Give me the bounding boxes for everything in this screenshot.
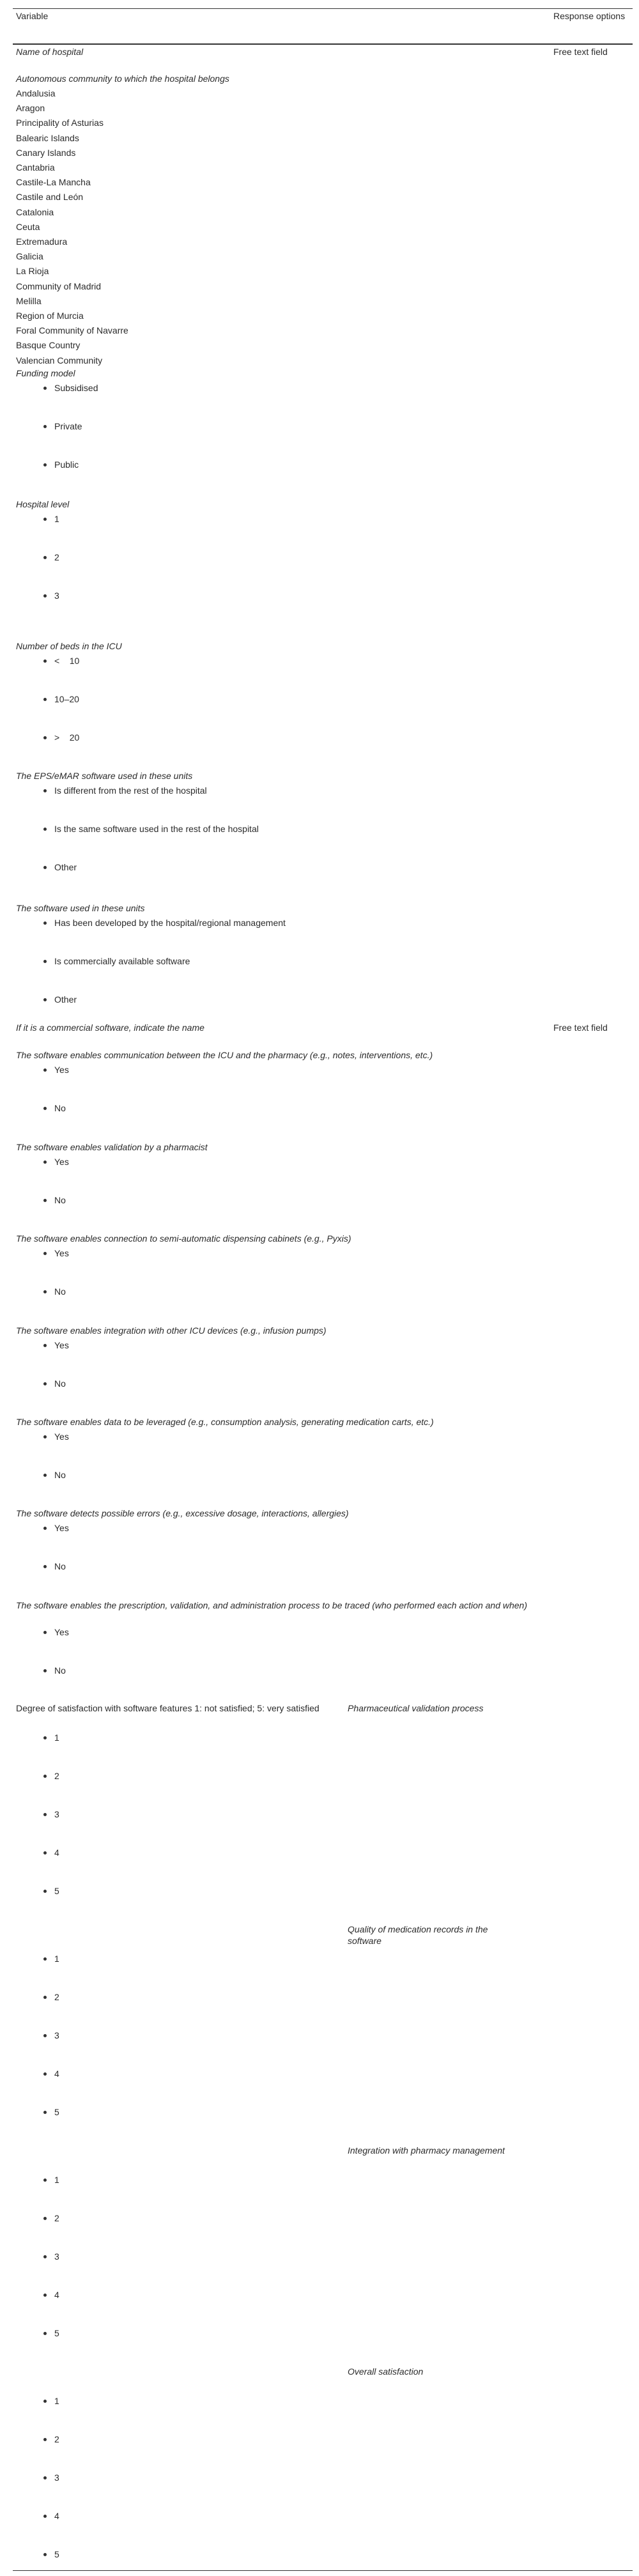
bullet-icon [43, 1161, 47, 1164]
bullet-icon [43, 387, 47, 390]
option-item: Is commercially available software [54, 956, 190, 966]
bullet-icon [43, 1996, 47, 1999]
bullet-icon [43, 2332, 47, 2335]
option-item: Is different from the rest of the hospital [54, 785, 207, 796]
variable-yes-no-question: The software enables connection to semi-automatic dispensing cabinets (e.g., Pyxis) [16, 1233, 351, 1244]
bullet-icon [43, 828, 47, 831]
bullet-icon [43, 1851, 47, 1855]
bullet-icon [43, 2476, 47, 2480]
community-option: Extremadura [16, 236, 68, 247]
bullet-icon [43, 1474, 47, 1477]
community-option: Catalonia [16, 206, 54, 217]
community-option: Foral Community of Navarre [16, 325, 128, 336]
bullet-icon [43, 1957, 47, 1961]
variable-yes-no-question: The software enables data to be leveraged (e.g., consumption analysis, generating medication carts, etc.) [16, 1417, 434, 1427]
header-rule [13, 43, 633, 45]
rating-option: 5 [54, 2107, 59, 2117]
variable-satisfaction: Degree of satisfaction with software features 1: not satisfied; 5: very satisfied [16, 1703, 320, 1713]
option-item: No [54, 1665, 66, 1676]
variable-yes-no-question: The software enables the prescription, validation, and administration process to be traced (who performed each action and when) [16, 1600, 528, 1610]
rating-option: 3 [54, 2251, 59, 2262]
rating-option: 3 [54, 1809, 59, 1819]
option-item: Has been developed by the hospital/regional management [54, 918, 286, 928]
bullet-icon [43, 1290, 47, 1293]
option-item: > 20 [54, 732, 80, 743]
rating-option: 2 [54, 1771, 59, 1781]
community-option: Basque Country [16, 340, 81, 351]
bullet-icon [43, 922, 47, 925]
option-item: Yes [54, 1157, 69, 1167]
rating-option: 3 [54, 2472, 59, 2483]
option-item: No [54, 1195, 66, 1205]
variable-question: The EPS/eMAR software used in these units [16, 771, 193, 781]
option-item: Public [54, 459, 79, 470]
bullet-icon [43, 1565, 47, 1568]
community-option: Region of Murcia [16, 311, 84, 321]
community-option: Ceuta [16, 221, 40, 232]
bullet-icon [43, 2111, 47, 2114]
response-free-text: Free text field [553, 47, 608, 57]
bullet-icon [43, 698, 47, 701]
bullet-icon [43, 2294, 47, 2297]
community-option: Valencian Community [16, 355, 103, 366]
community-option: Castile-La Mancha [16, 177, 91, 188]
community-option: La Rioja [16, 266, 49, 277]
column-header-response-options: Response options [553, 11, 626, 21]
community-option: Principality of Asturias [16, 118, 104, 128]
bullet-icon [43, 425, 47, 428]
rating-option: 1 [54, 1954, 59, 1964]
rating-option: 2 [54, 2434, 59, 2444]
variable-autonomous-community: Autonomous community to which the hospital belongs [16, 73, 229, 84]
community-option: Castile and León [16, 192, 84, 203]
bullet-icon [43, 2034, 47, 2037]
option-item: Other [54, 862, 77, 872]
bullet-icon [43, 1669, 47, 1672]
bullet-icon [43, 518, 47, 521]
bullet-icon [43, 736, 47, 739]
bullet-icon [43, 866, 47, 869]
column-header-variable: Variable [16, 11, 49, 21]
bullet-icon [43, 2438, 47, 2441]
table-top-rule [13, 8, 633, 9]
bullet-icon [43, 659, 47, 663]
option-item: 2 [54, 552, 59, 562]
rating-option: 4 [54, 1847, 59, 1858]
bullet-icon [43, 1199, 47, 1202]
bullet-icon [43, 1344, 47, 1347]
variable-yes-no-question: The software enables communication between the ICU and the pharmacy (e.g., notes, interventions, etc.) [16, 1050, 433, 1060]
option-item: Yes [54, 1523, 69, 1533]
variable-question: Hospital level [16, 499, 70, 509]
bullet-icon [43, 1736, 47, 1739]
option-item: Yes [54, 1340, 69, 1350]
community-option: Community of Madrid [16, 281, 102, 291]
rating-option: 1 [54, 2396, 59, 2406]
bullet-icon [43, 1107, 47, 1110]
community-option: Canary Islands [16, 147, 76, 158]
community-option: Balearic Islands [16, 132, 79, 143]
bullet-icon [43, 1382, 47, 1385]
rating-option: 5 [54, 2549, 59, 2559]
rating-option: 4 [54, 2511, 59, 2521]
option-item: 10–20 [54, 694, 79, 704]
option-item: 3 [54, 590, 59, 601]
bullet-icon [43, 2179, 47, 2182]
community-option: Cantabria [16, 162, 55, 173]
option-item: Private [54, 421, 82, 431]
bullet-icon [43, 1435, 47, 1438]
option-item: No [54, 1103, 66, 1113]
satisfaction-feature: Integration with pharmacy management [348, 2145, 505, 2156]
option-item: Is the same software used in the rest of the hospital [54, 824, 259, 834]
bullet-icon [43, 1813, 47, 1816]
variable-question: Funding model [16, 368, 75, 378]
bullet-icon [43, 2217, 47, 2220]
bullet-icon [43, 463, 47, 467]
bullet-icon [43, 789, 47, 792]
bullet-icon [43, 2515, 47, 2518]
option-item: < 10 [54, 656, 80, 666]
bullet-icon [43, 2400, 47, 2403]
variable-commercial-name: If it is a commercial software, indicate the name [16, 1022, 204, 1033]
bullet-icon [43, 1252, 47, 1255]
rating-option: 1 [54, 2175, 59, 2185]
response-free-text: Free text field [553, 1022, 608, 1033]
rating-option: 2 [54, 1992, 59, 2002]
satisfaction-feature: Pharmaceutical validation process [348, 1703, 484, 1713]
variable-question: The software used in these units [16, 903, 145, 913]
satisfaction-feature: Quality of medication records in the software [348, 1924, 488, 1946]
bullet-icon [43, 594, 47, 598]
bullet-icon [43, 1775, 47, 1778]
option-item: Yes [54, 1248, 69, 1258]
variable-name-of-hospital: Name of hospital [16, 47, 84, 57]
bullet-icon [43, 960, 47, 963]
rating-option: 1 [54, 1732, 59, 1743]
option-item: No [54, 1470, 66, 1480]
option-item: Yes [54, 1431, 69, 1442]
rating-option: 3 [54, 2030, 59, 2040]
variable-yes-no-question: The software enables integration with other ICU devices (e.g., infusion pumps) [16, 1325, 327, 1336]
variable-yes-no-question: The software enables validation by a pharmacist [16, 1142, 208, 1152]
variable-question: Number of beds in the ICU [16, 641, 122, 651]
rating-option: 5 [54, 1886, 59, 1896]
option-item: No [54, 1561, 66, 1571]
option-item: No [54, 1378, 66, 1389]
rating-option: 4 [54, 2069, 59, 2079]
option-item: Other [54, 994, 77, 1005]
bullet-icon [43, 1631, 47, 1634]
table-bottom-rule [13, 2570, 633, 2571]
community-option: Melilla [16, 295, 42, 306]
option-item: No [54, 1286, 66, 1297]
rating-option: 5 [54, 2328, 59, 2338]
community-option: Galicia [16, 251, 43, 262]
community-option: Andalusia [16, 88, 56, 98]
bullet-icon [43, 1890, 47, 1893]
option-item: Yes [54, 1627, 69, 1637]
bullet-icon [43, 2553, 47, 2556]
bullet-icon [43, 556, 47, 559]
community-option: Aragon [16, 103, 45, 114]
option-item: Subsidised [54, 383, 98, 393]
satisfaction-feature: Overall satisfaction [348, 2366, 424, 2377]
variable-yes-no-question: The software detects possible errors (e.g., excessive dosage, interactions, allergies) [16, 1508, 349, 1518]
rating-option: 2 [54, 2213, 59, 2223]
bullet-icon [43, 1068, 47, 1072]
option-item: 1 [54, 514, 59, 524]
bullet-icon [43, 2255, 47, 2258]
bullet-icon [43, 2072, 47, 2076]
option-item: Yes [54, 1065, 69, 1075]
rating-option: 4 [54, 2290, 59, 2300]
bullet-icon [43, 1527, 47, 1530]
bullet-icon [43, 998, 47, 1001]
